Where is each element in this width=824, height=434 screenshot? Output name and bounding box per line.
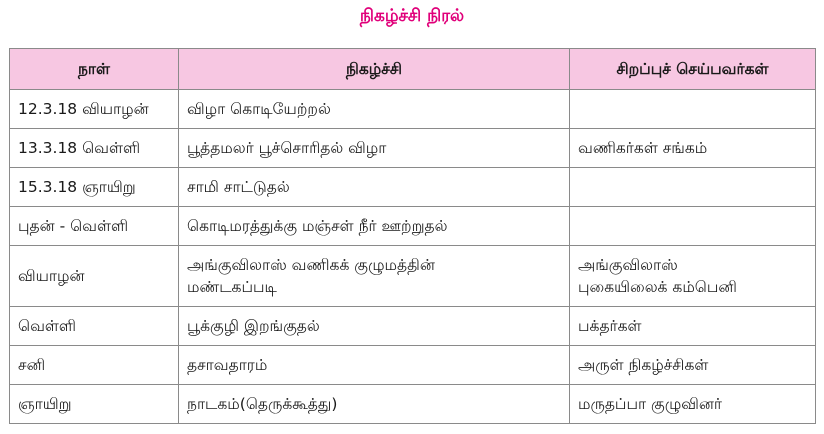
cell-event [179,246,570,307]
cell-event-line: மண்டகப்படி [187,278,277,296]
cell-day: சனி [10,346,179,385]
table-row [10,307,816,346]
cell-event: சாமி சாட்டுதல் [179,168,570,207]
table-header-row [10,49,816,90]
cell-event: தசாவதாரம் [179,346,570,385]
cell-organizer [570,168,816,207]
cell-organizer: வணிகர்கள் சங்கம் [570,129,816,168]
cell-event-line: அங்குவிலாஸ் வணிகக் குழுமத்தின் [187,256,435,274]
cell-day: ஞாயிறு [10,385,179,424]
cell-day: புதன் - வெள்ளி [10,207,179,246]
cell-day: 15.3.18 ஞாயிறு [10,168,179,207]
cell-day: 12.3.18 வியாழன் [10,90,179,129]
cell-organizer [570,246,816,307]
table-row [10,246,816,307]
cell-organizer: பக்தர்கள் [570,307,816,346]
cell-organizer: மருதப்பா குழுவினர் [570,385,816,424]
header-organizer: சிறப்புச் செய்பவர்கள் [570,49,816,90]
cell-day: வியாழன் [10,246,179,307]
table-row [10,207,816,246]
cell-day: வெள்ளி [10,307,179,346]
header-day: நாள் [10,49,179,90]
header-event: நிகழ்ச்சி [179,49,570,90]
cell-organizer: அருள் நிகழ்ச்சிகள் [570,346,816,385]
cell-organizer-line: புகையிலைக் கம்பெனி [578,278,737,296]
cell-organizer [570,207,816,246]
cell-day: 13.3.18 வெள்ளி [10,129,179,168]
cell-event: பூக்குழி இறங்குதல் [179,307,570,346]
page-title: நிகழ்ச்சி நிரல் [359,6,465,26]
cell-event: பூத்தமலர் பூச்சொரிதல் விழா [179,129,570,168]
table-row [10,90,816,129]
cell-event: விழா கொடியேற்றல் [179,90,570,129]
table-row [10,385,816,424]
cell-organizer [570,90,816,129]
cell-organizer-line: அங்குவிலாஸ் [578,256,678,274]
table-row [10,346,816,385]
cell-event: கொடிமரத்துக்கு மஞ்சள் நீர் ஊற்றுதல் [179,207,570,246]
schedule-table [9,48,816,424]
cell-event: நாடகம்(தெருக்கூத்து) [179,385,570,424]
table-row [10,168,816,207]
table-row [10,129,816,168]
